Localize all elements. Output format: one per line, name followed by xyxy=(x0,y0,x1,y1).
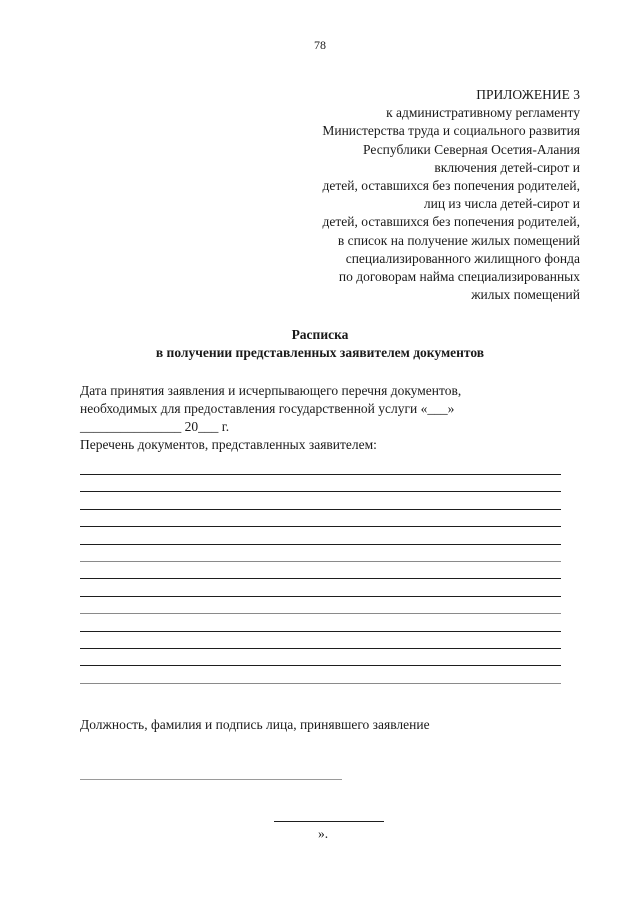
signature-line xyxy=(80,779,342,780)
blank-line xyxy=(80,648,561,649)
receipt-body xyxy=(80,382,570,454)
appendix-line: детей, оставшихся без попечения родителей, xyxy=(322,214,580,230)
blank-line xyxy=(80,491,561,492)
short-blank-line xyxy=(274,821,384,822)
documents-list-lines xyxy=(80,474,561,700)
blank-line xyxy=(80,509,561,510)
appendix-line: Республики Северная Осетия-Алания xyxy=(363,141,580,157)
appendix-line: к административному регламенту xyxy=(386,105,580,121)
appendix-line: специализированного жилищного фонда xyxy=(345,250,580,266)
appendix-line: детей, оставшихся без попечения родителей, xyxy=(322,178,580,194)
appendix-line: по договорам найма специализированных xyxy=(338,269,580,285)
body-line: Дата принятия заявления и исчерпывающего перечня документов, xyxy=(80,383,462,398)
appendix-line: жилых помещений xyxy=(471,287,580,303)
date-line: _______________ 20___ г. xyxy=(80,419,230,434)
blank-line xyxy=(80,561,561,562)
blank-line xyxy=(80,544,561,545)
blank-line xyxy=(80,613,561,614)
blank-line xyxy=(80,578,561,579)
appendix-title: ПРИЛОЖЕНИЕ 3 xyxy=(476,87,580,102)
closing-quote: ». xyxy=(318,826,329,841)
blank-line xyxy=(80,665,561,666)
signature-label: Должность, фамилия и подпись лица, принявшего заявление xyxy=(80,717,430,732)
page-number: 78 xyxy=(314,38,326,52)
blank-line xyxy=(80,683,561,684)
title-subtitle: в получении представленных заявителем документов xyxy=(155,345,485,360)
blank-line xyxy=(80,631,561,632)
blank-line xyxy=(80,474,561,475)
appendix-line: включения детей-сирот и xyxy=(434,159,580,175)
body-line: необходимых для предоставления государственной услуги «___» xyxy=(80,401,455,416)
blank-line xyxy=(80,526,561,527)
documents-list-label: Перечень документов, представленных заявителем: xyxy=(80,437,377,452)
appendix-line: Министерства труда и социального развития xyxy=(322,123,580,139)
appendix-line: в список на получение жилых помещений xyxy=(337,232,580,248)
document-title xyxy=(0,326,640,362)
blank-line xyxy=(80,596,561,597)
appendix-header xyxy=(220,86,580,304)
title-main: Расписка xyxy=(291,327,349,342)
appendix-line: лиц из числа детей-сирот и xyxy=(423,196,580,212)
